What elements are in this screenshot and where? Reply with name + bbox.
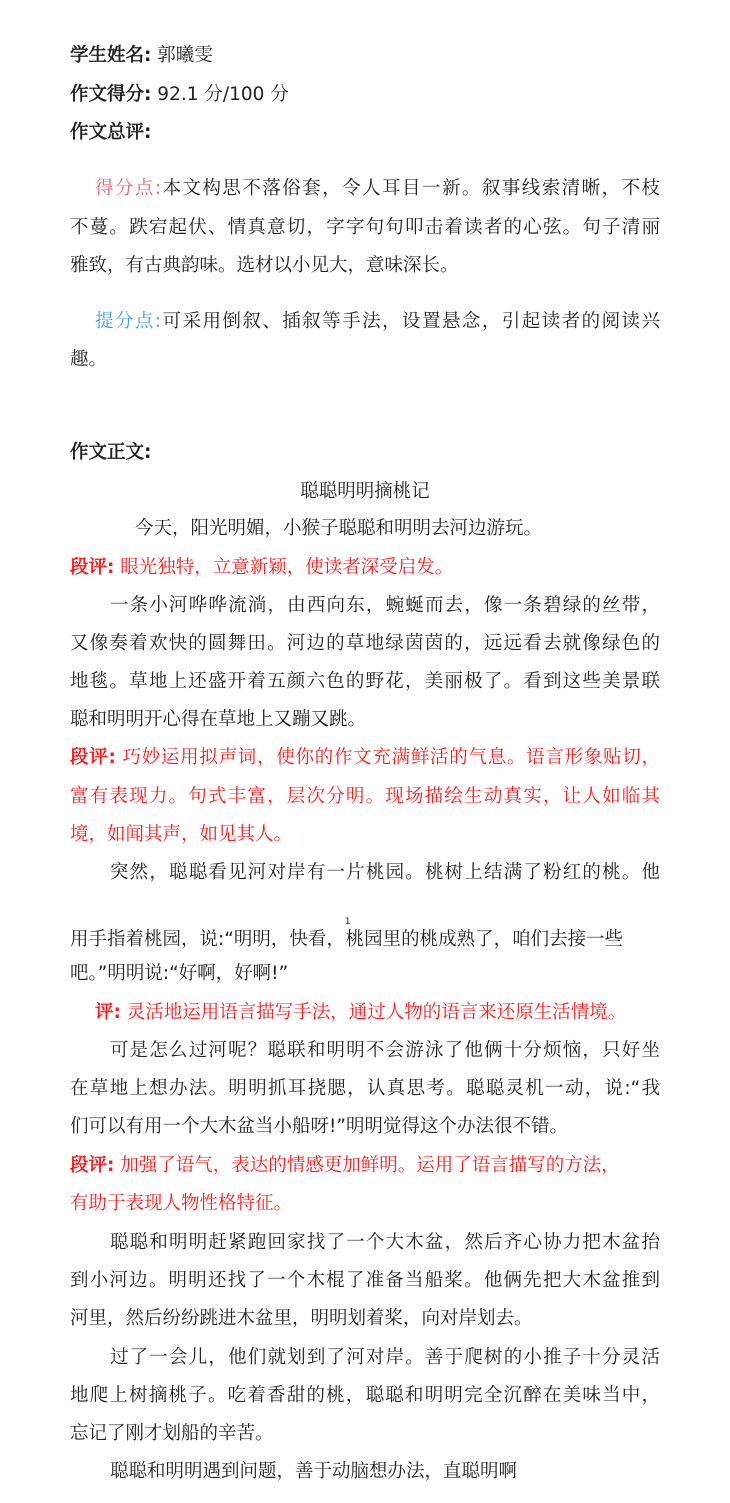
paragraph-line: 又像奏着欢快的圆舞田。河边的草地绿茵茵的，远远看去就像绿色的 xyxy=(70,633,660,654)
comment-label: 段评: xyxy=(70,557,115,578)
comment-text: 巧妙运用拟声词，使你的作文充满鲜活的气息。语言形象贴切， xyxy=(122,747,660,768)
paragraph-line: 一条小河哗哗流淌，由西向东，蜿蜒而去，像一条碧绿的丝带， xyxy=(110,595,660,616)
strength-label: 得分点: xyxy=(95,178,162,199)
strength-line: 不蔓。跌宕起伏、情真意切，字字句句叩击着读者的心弦。句子清丽 xyxy=(70,217,660,238)
paragraph-line: 河里，然后纷纷跳进木盆里，明明划着桨，向对岸划去。 xyxy=(70,1308,533,1329)
name-label: 学生姓名: xyxy=(70,45,152,66)
name-value: 郭曦雯 xyxy=(157,45,213,66)
score-value: 92.1 分/100 分 xyxy=(157,84,289,105)
paragraph-line: 聪聪和明明遇到问题，善于动脑想办法，直聪明啊 xyxy=(110,1461,518,1482)
review-label: 作文总评: xyxy=(70,122,152,143)
text: 本文构思不落俗套，令人耳目一新。叙事线索清晰，不枝 xyxy=(161,178,660,199)
paragraph-line: 聪和明明开心得在草地上又蹦又跳。 xyxy=(70,709,367,730)
text: 用手指着桃园，说:“明明，快看， xyxy=(70,929,345,951)
strength-line xyxy=(95,177,660,201)
comment-label: 段评: xyxy=(70,1155,115,1176)
comment-text: 灵活地运用语言描写手法，通过人物的语言来还原生活情境。 xyxy=(126,1002,627,1023)
paragraph-comment xyxy=(70,1154,620,1178)
comment-text: 眼光独特，立意新颖，使读者深受启发。 xyxy=(120,557,454,578)
paragraph-line: 突然，聪聪看见河对岸有一片桃园。桃树上结满了粉红的桃。他 xyxy=(110,862,660,883)
paragraph-line: 吧。”明明说:“好啊，好啊!” xyxy=(70,963,289,984)
paragraph-line: 忘记了刚才划船的辛苦。 xyxy=(70,1423,274,1444)
paragraph-comment xyxy=(70,556,453,580)
paragraph-line: 在草地上想办法。明明抓耳挠腮，认真思考。聪聪灵机一动，说:“我 xyxy=(70,1078,660,1099)
footnote-marker: 1 xyxy=(344,917,351,927)
improve-line xyxy=(95,310,660,334)
paragraph-comment: 富有表现力。句式丰富，层次分明。现场描绘生动真实，让人如临其 xyxy=(70,786,660,807)
comment-label: 段评: xyxy=(70,747,116,768)
comment-label: 评: xyxy=(95,1002,121,1023)
improve-label: 提分点: xyxy=(95,311,162,332)
text: 桃园里的桃成熟了，咱们去接一些 xyxy=(345,929,624,951)
paragraph-comment: 境，如闻其声，如见其人。 xyxy=(70,824,293,845)
comment-text: 加强了语气，表达的情感更加鲜明。运用了语言描写的方法， xyxy=(120,1155,620,1176)
text: 可采用倒叙、插叙等手法，设置悬念，引起读者的阅读兴 xyxy=(161,311,660,332)
paragraph-comment: 有助于表现人物性格特征。 xyxy=(70,1193,293,1214)
paragraph-line: 过了一会儿，他们就划到了河对岸。善于爬树的小推子十分灵活 xyxy=(110,1347,660,1368)
paragraph-line: 地爬上树摘桃子。吃着香甜的桃，聪聪和明明完全沉醉在美味当中， xyxy=(70,1385,660,1406)
paragraph-line xyxy=(70,917,624,952)
paragraph-line: 到小河边。明明还找了一个木棍了准备当船桨。他俩先把大木盆推到 xyxy=(70,1270,660,1291)
paragraph-comment xyxy=(70,746,660,770)
student-name xyxy=(70,44,213,68)
paragraph-comment xyxy=(95,1001,626,1025)
paragraph-line: 们可以有用一个大木盆当小船呀!”明明觉得这个办法很不错。 xyxy=(70,1116,569,1137)
strength-line: 雅致，有古典韵味。选材以小见大，意味深长。 xyxy=(70,255,459,276)
score-label: 作文得分: xyxy=(70,84,152,105)
essay-score xyxy=(70,83,289,107)
essay-title: 聪聪明明摘桃记 xyxy=(300,481,430,502)
paragraph-line: 聪聪和明明赶紧跑回家找了一个大木盆，然后齐心协力把木盆抬 xyxy=(110,1232,660,1253)
improve-line: 趣。 xyxy=(70,349,108,370)
paragraph-line: 地毯。草地上还盛开着五颜六色的野花，美丽极了。看到这些美景联 xyxy=(70,671,660,692)
paragraph-line: 今天，阳光明媚，小猴子聪聪和明明去河边游玩。 xyxy=(135,518,543,539)
essay-label: 作文正文: xyxy=(70,442,152,463)
paragraph-line: 可是怎么过河呢？聪联和明明不会游泳了他俩十分烦恼，只好坐 xyxy=(110,1040,660,1061)
